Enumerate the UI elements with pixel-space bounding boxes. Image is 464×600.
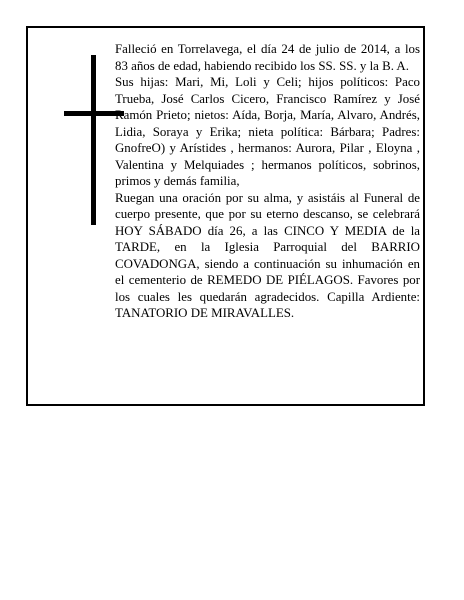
family-list: Sus hijas: Mari, Mi, Loli y Celi; hijos políticos: Paco Trueba, José Carlos Cicero, Francisco Ramírez y José Ramón Prieto; nietos: Aída, Borja, María, Alvaro, Andrés, Lidia, Soraya y Erika; nieta política: Bárbara; Padres: GnofreO) y Arístides , hermanos: Aurora, Pilar , Eloyna , Valentina y Melquiades ; hermanos políticos, sobrinos, primos y demás familia, bbox=[115, 75, 420, 188]
notice-text bbox=[115, 41, 420, 322]
cross-vertical-bar bbox=[91, 55, 96, 225]
funeral-request: Ruegan una oración por su alma, y asistáis al Funeral de cuerpo presente, que por su eterno descanso, se celebrará HOY SÁBADO día 26, a las CINCO Y MEDIA de la TARDE, en la Iglesia Parroquial del BARRIO COVADONGA, siendo a continuación su inhumación en el cementerio de REMEDO DE PIÉLAGOS. Favores por los cuales les quedarán agradecidos. Capilla Ardiente: TANATORIO DE MIRAVALLES. bbox=[115, 190, 420, 320]
obituary-notice bbox=[26, 26, 425, 406]
death-statement: Falleció en Torrelavega, el día 24 de julio de 2014, a los 83 años de edad, habiendo recibido los SS. SS. y la B. A. bbox=[115, 42, 420, 73]
